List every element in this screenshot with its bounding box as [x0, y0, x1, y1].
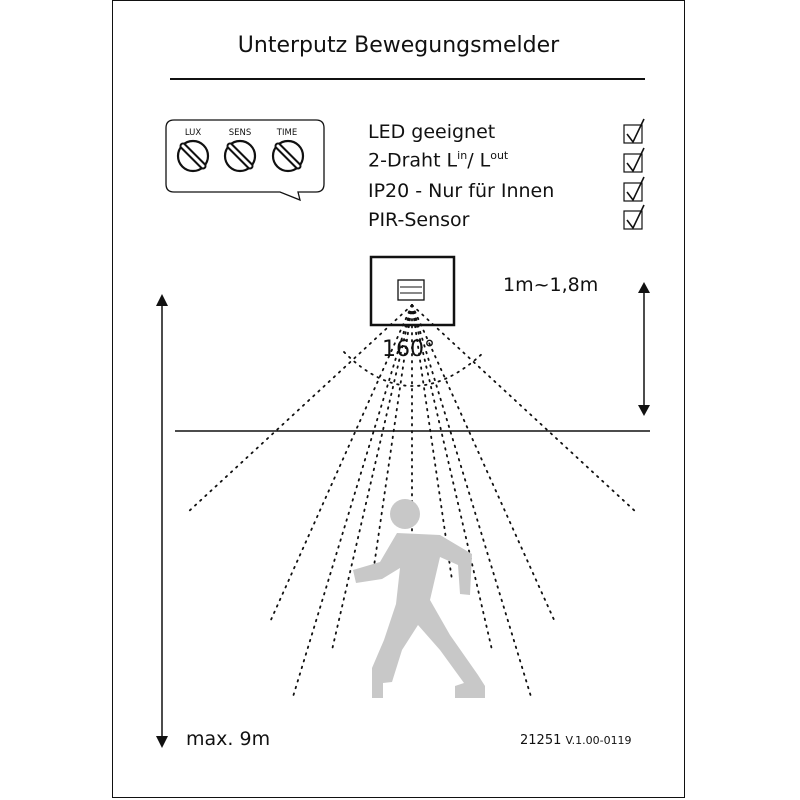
version-label: 21251 V.1.00-0119 — [520, 733, 632, 748]
knob-label-sens: SENS — [228, 128, 252, 138]
sensor-icon — [371, 257, 454, 325]
range-label: max. 9m — [186, 728, 271, 750]
feature-ip20: IP20 - Nur für Innen — [368, 180, 555, 202]
page-title: Unterputz Bewegungsmelder — [237, 33, 560, 58]
knob-icon — [273, 141, 303, 171]
check-icon — [624, 205, 644, 229]
arrow-icon — [156, 294, 168, 748]
angle-label: 160° — [382, 337, 435, 362]
knob-icon — [178, 141, 208, 171]
walking-person-icon — [353, 499, 485, 698]
check-icon — [624, 119, 644, 143]
arrow-icon — [638, 282, 650, 416]
knob-label-time: TIME — [276, 128, 298, 138]
check-icon — [624, 177, 644, 201]
feature-led: LED geeignet — [368, 121, 496, 143]
knob-label-lux: LUX — [184, 128, 202, 138]
feature-2-draht: 2-Draht $L^{in}/$ $L^{out}$ — [368, 149, 509, 172]
check-icon — [624, 148, 644, 172]
mount-height-label: 1m~1,8m — [503, 274, 599, 296]
feature-pir: PIR-Sensor — [368, 209, 470, 231]
knob-icon — [225, 141, 255, 171]
